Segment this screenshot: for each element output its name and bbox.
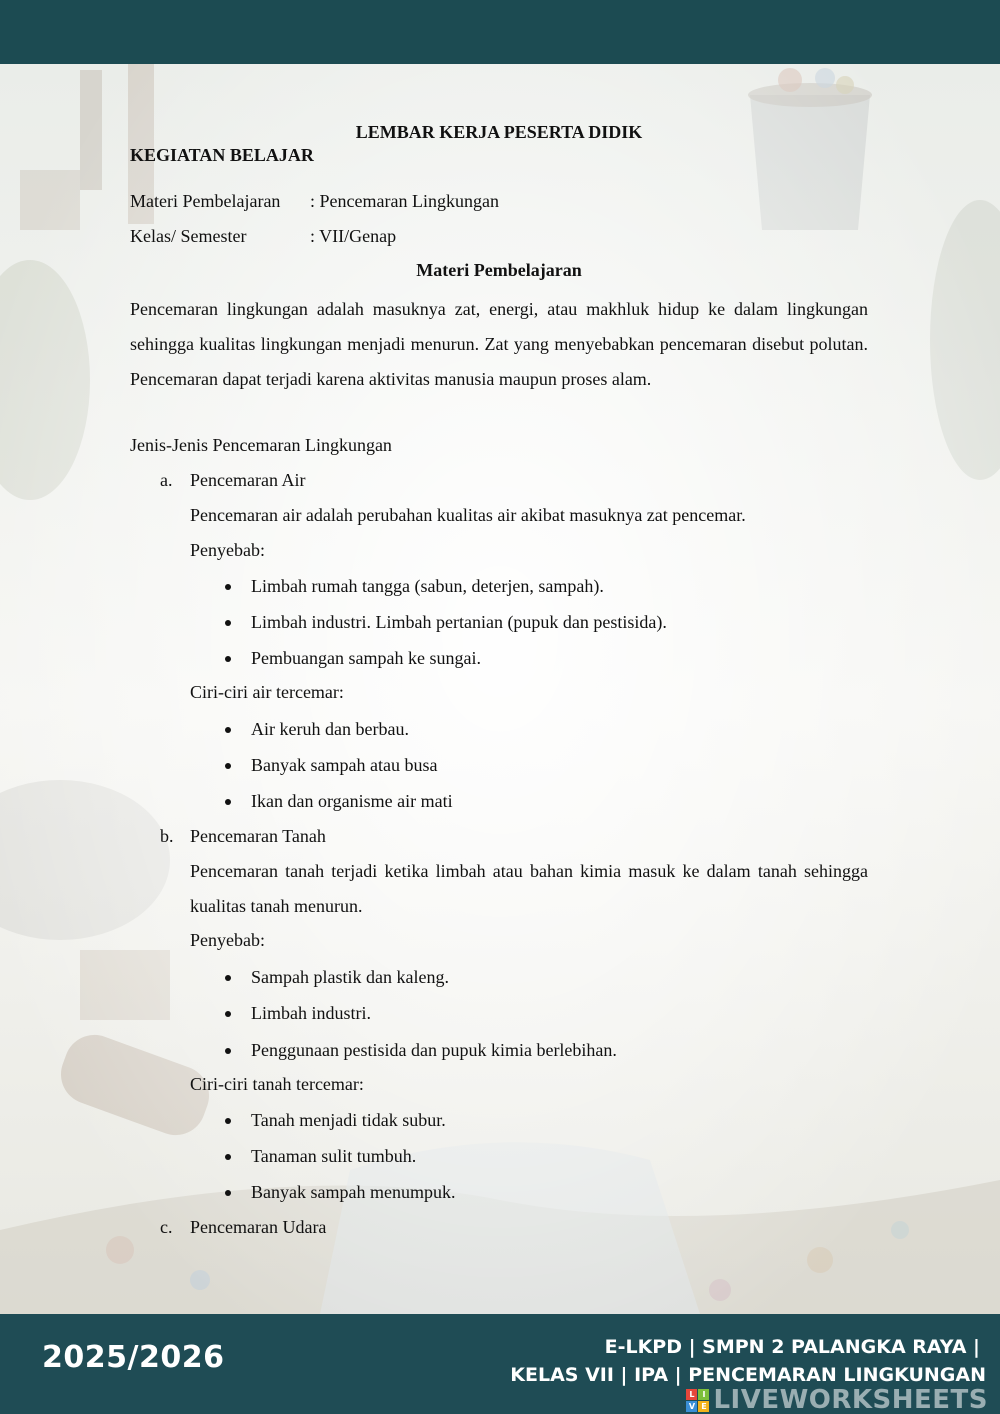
info-value-kelas: : VII/Genap [310,226,397,246]
info-label-materi: Materi Pembelajaran [130,191,281,211]
list-item: Banyak sampah menumpuk. [251,1182,455,1203]
bullet-dot [225,727,231,733]
list-item: Banyak sampah atau busa [251,755,437,776]
bullet-dot [225,1048,231,1054]
list-item: Air keruh dan berbau. [251,719,409,740]
info-row-materi [130,191,499,212]
tanah-penyebab-label: Penyebab: [190,930,265,950]
info-value-materi: : Pencemaran Lingkungan [310,191,499,211]
air-title: Pencemaran Air [190,470,306,490]
list-item: Limbah rumah tangga (sabun, deterjen, sampah). [251,576,604,597]
section-title: Materi Pembelajaran [416,260,582,280]
tanah-title: Pencemaran Tanah [190,826,326,846]
top-banner [0,0,1000,64]
list-item: Pembuangan sampah ke sungai. [251,648,481,669]
list-item: Tanaman sulit tumbuh. [251,1146,416,1167]
bullet-dot [225,584,231,590]
bullet-dot [225,620,231,626]
bullet-dot [225,799,231,805]
list-item: Limbah industri. Limbah pertanian (pupuk dan pestisida). [251,612,667,633]
bullet-dot [225,1118,231,1124]
list-marker-a: a. [160,470,173,490]
bullet-dot [225,1190,231,1196]
footer-class-line: KELAS VII | IPA | PENCEMARAN LINGKUNGAN [510,1364,986,1386]
intro-paragraph: Pencemaran lingkungan adalah masuknya zat, energi, atau makhluk hidup ke dalam lingkungan sehingga kualitas lingkungan menjadi menurun. Zat yang menyebabkan pencemaran disebut polutan. Pencemaran dapat terjadi karena aktivitas manusia maupun proses alam. [130,299,868,389]
liveworksheets-logo-icon: L I V E [686,1389,709,1412]
footer-banner [0,1314,1000,1414]
list-item: Ikan dan organisme air mati [251,791,453,812]
watermark-text: LIVEWORKSHEETS [713,1385,988,1414]
list-item: Tanah menjadi tidak subur. [251,1110,446,1131]
tanah-ciri-label: Ciri-ciri tanah tercemar: [190,1074,364,1094]
udara-title: Pencemaran Udara [190,1217,327,1237]
list-marker-c: c. [160,1217,173,1237]
bullet-dot [225,1011,231,1017]
bullet-dot [225,763,231,769]
bullet-dot [225,1154,231,1160]
info-label-kelas: Kelas/ Semester [130,226,247,246]
footer-school-line: E-LKPD | SMPN 2 PALANGKA RAYA | [604,1336,980,1358]
activity-subtitle: KEGIATAN BELAJAR [130,145,314,165]
list-marker-b: b. [160,826,174,846]
air-ciri-label: Ciri-ciri air tercemar: [190,682,344,702]
air-definition: Pencemaran air adalah perubahan kualitas air akibat masuknya zat pencemar. [190,505,746,525]
info-row-kelas [130,226,396,247]
worksheet-title: LEMBAR KERJA PESERTA DIDIK [355,122,643,142]
footer-year: 2025/2026 [42,1340,225,1375]
bullet-dot [225,975,231,981]
list-item: Limbah industri. [251,1003,371,1024]
liveworksheets-watermark[interactable] [686,1386,988,1414]
tanah-definition: Pencemaran tanah terjadi ketika limbah atau bahan kimia masuk ke dalam tanah sehingga kualitas tanah menurun. [190,861,868,916]
list-item: Sampah plastik dan kaleng. [251,967,449,988]
bullet-dot [225,656,231,662]
list-item: Penggunaan pestisida dan pupuk kimia berlebihan. [251,1040,617,1061]
jenis-heading: Jenis-Jenis Pencemaran Lingkungan [130,435,392,455]
air-penyebab-label: Penyebab: [190,540,265,560]
